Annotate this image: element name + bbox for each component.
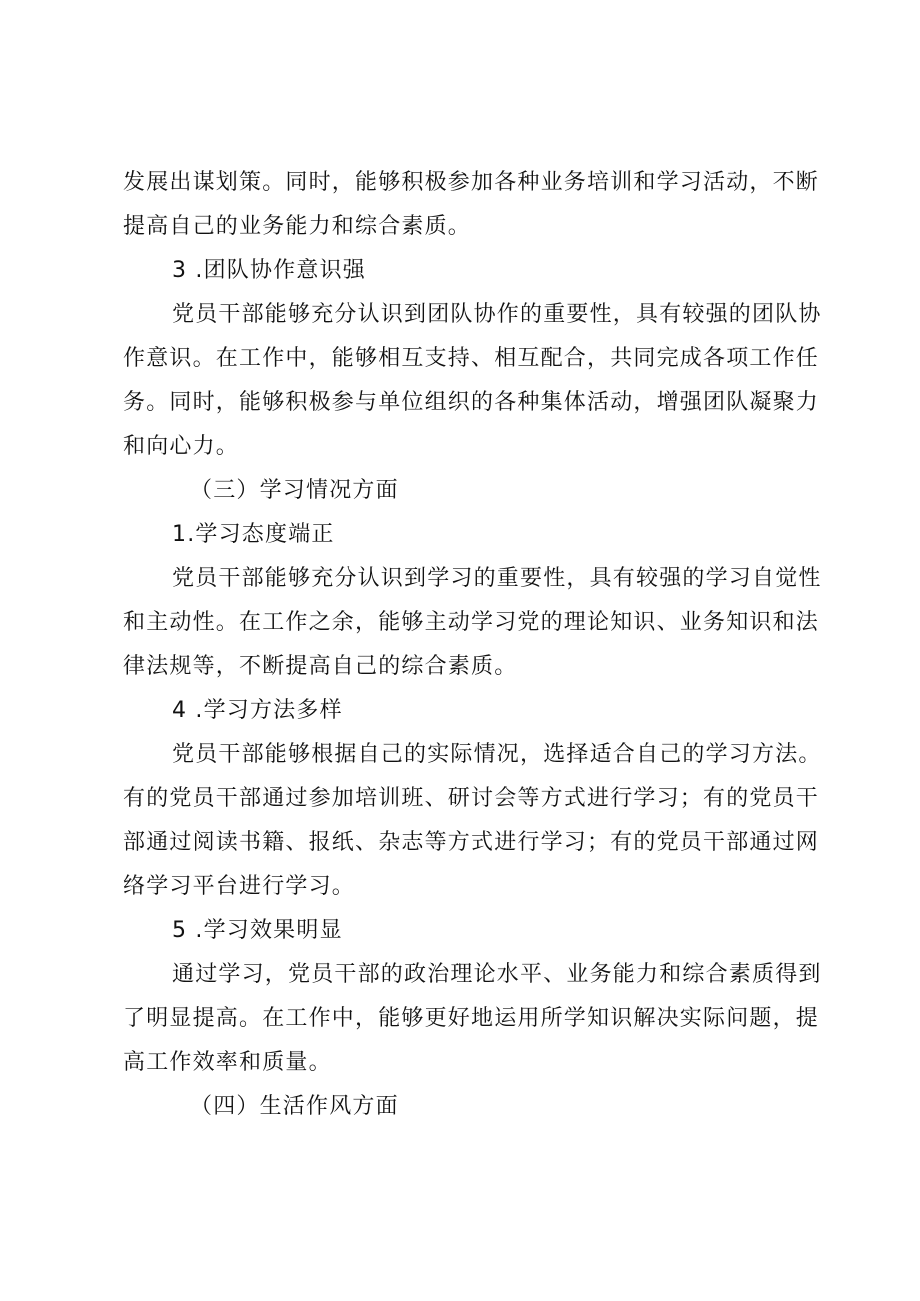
item-heading-1: 1.学习态度端正 (172, 522, 335, 547)
paragraph-line: 和向心力。 (123, 434, 240, 459)
paragraph-line: 络学习平台进行学习。 (123, 874, 356, 899)
section-heading-4: （四）生活作风方面 (190, 1094, 399, 1119)
section-heading-3: （三）学习情况方面 (190, 478, 399, 503)
item-heading-4: 4 .学习方法多样 (172, 698, 343, 723)
paragraph-line: 高工作效率和质量。 (123, 1050, 332, 1075)
paragraph-line: 党员干部能够充分认识到学习的重要性，具有较强的学习自觉性 (172, 566, 822, 591)
item-heading-5: 5 .学习效果明显 (172, 918, 343, 943)
paragraph-line: 律法规等，不断提高自己的综合素质。 (123, 654, 518, 679)
paragraph-line: 提高自己的业务能力和综合素质。 (123, 214, 472, 239)
paragraph-line: 发展出谋划策。同时，能够积极参加各种业务培训和学习活动，不断 (123, 170, 820, 195)
paragraph-line: 了明显提高。在工作中，能够更好地运用所学知识解决实际问题，提 (123, 1006, 820, 1031)
paragraph-line: 作意识。在工作中，能够相互支持、相互配合，共同完成各项工作任 (123, 346, 820, 371)
paragraph-line: 务。同时，能够积极参与单位组织的各种集体活动，增强团队凝聚力 (123, 390, 820, 415)
paragraph-line: 党员干部能够充分认识到团队协作的重要性，具有较强的团队协 (172, 302, 822, 327)
paragraph-line: 有的党员干部通过参加培训班、研讨会等方式进行学习；有的党员干 (123, 786, 820, 811)
paragraph-line: 党员干部能够根据自己的实际情况，选择适合自己的学习方法。 (172, 742, 822, 767)
paragraph-line: 通过学习，党员干部的政治理论水平、业务能力和综合素质得到 (172, 962, 822, 987)
paragraph-line: 和主动性。在工作之余，能够主动学习党的理论知识、业务知识和法 (123, 610, 820, 635)
item-heading-3: 3 .团队协作意识强 (172, 258, 366, 283)
paragraph-line: 部通过阅读书籍、报纸、杂志等方式进行学习；有的党员干部通过网 (123, 830, 820, 855)
